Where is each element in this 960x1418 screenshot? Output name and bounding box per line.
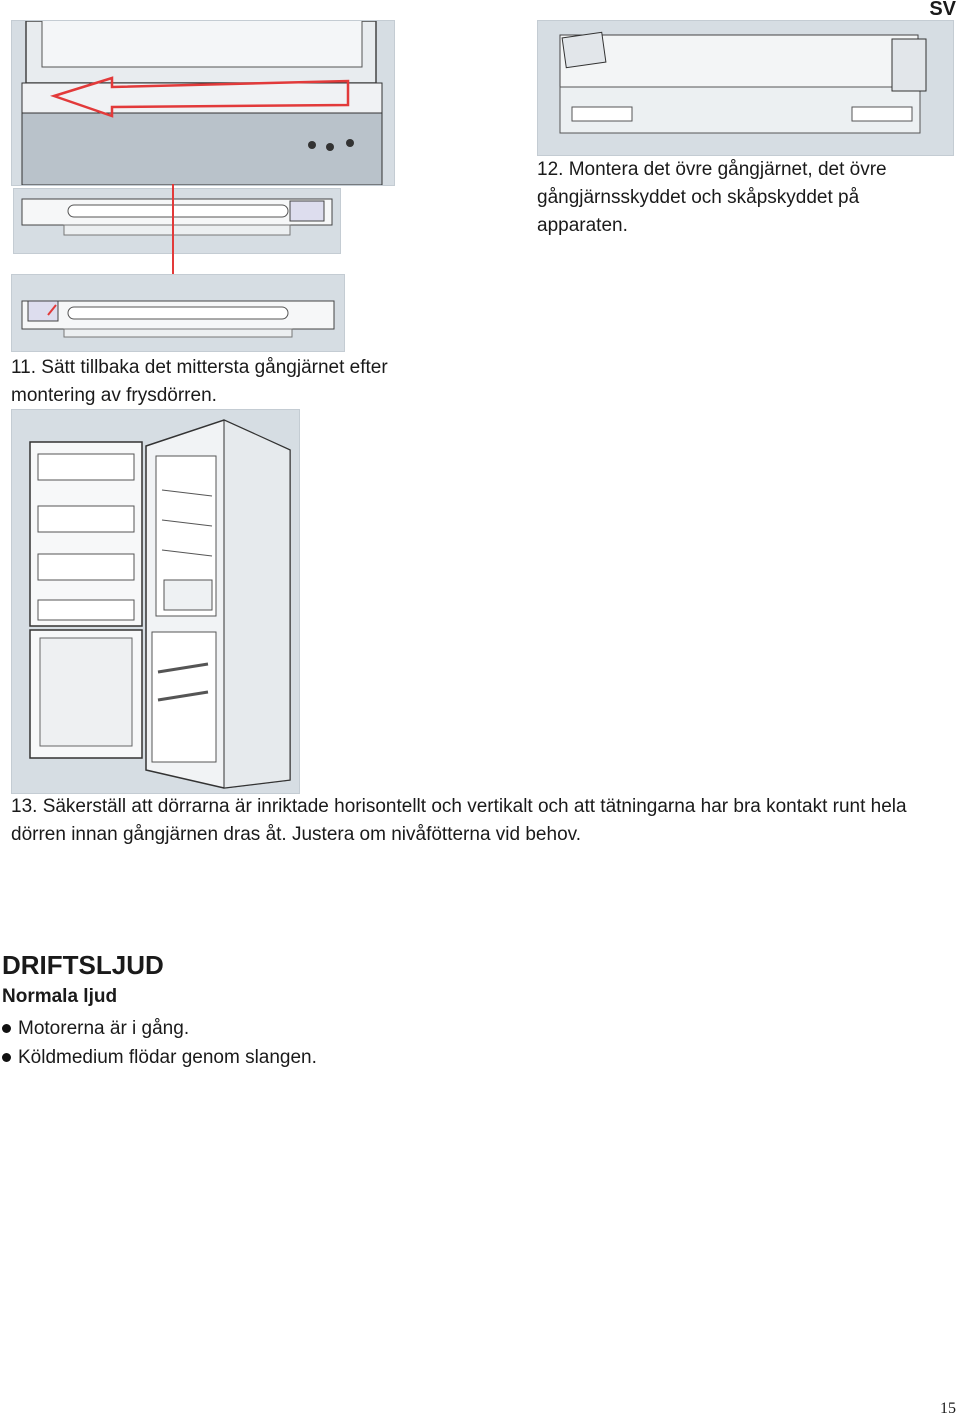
section-title: DRIFTSLJUD [2, 950, 164, 980]
language-tag: SV [929, 0, 956, 20]
fridge-open-doors-illustration [11, 409, 300, 794]
top-hinge-cover-illustration [537, 20, 954, 156]
step-13-caption: 13. Säkerställ att dörrarna är inriktade horisontellt och vertikalt och att tätningarna har bra kontakt runt hela dörren innan gångjärnen dras åt. Justera om nivåfötterna vid behov. [11, 796, 907, 845]
list-item: Köldmedium flödar genom slangen. [0, 1043, 317, 1072]
step-12-caption: 12. Montera det övre gångjärnet, det övre gångjärnsskyddet och skåpskyddet på apparaten. [537, 159, 887, 236]
step-11-caption: 11. Sätt tillbaka det mittersta gångjärnet efter montering av frysdörren. [11, 357, 388, 406]
hinge-illustration-top-left [11, 20, 395, 186]
normal-sounds-list [0, 1014, 317, 1072]
list-item: Motorerna är i gång. [0, 1014, 317, 1043]
page-number: 15 [940, 1400, 956, 1417]
middle-hinge-illustration-before [13, 188, 341, 254]
middle-hinge-illustration-after [11, 274, 345, 352]
section-subtitle: Normala ljud [2, 986, 118, 1007]
